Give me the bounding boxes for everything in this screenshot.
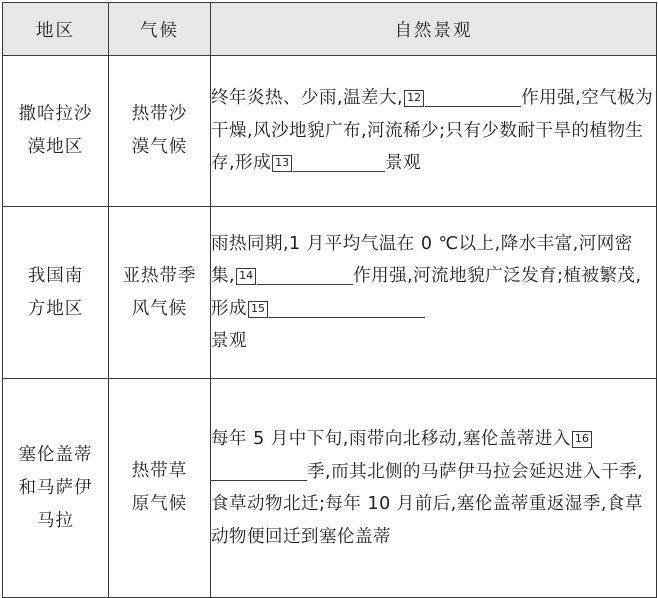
region-cell bbox=[3, 56, 109, 207]
climate-line: 热带沙 bbox=[131, 104, 188, 124]
landscape-cell bbox=[211, 207, 657, 379]
table-row bbox=[3, 379, 657, 598]
blank-number: 16 bbox=[572, 431, 592, 448]
blank-number: 13 bbox=[272, 155, 292, 172]
climate-line: 风气候 bbox=[131, 298, 188, 319]
answer-blank[interactable] bbox=[425, 86, 521, 107]
answer-blank[interactable] bbox=[211, 460, 307, 481]
blank-number: 15 bbox=[248, 301, 268, 318]
climate-line: 热带草 bbox=[131, 461, 188, 481]
region-line: 漠地区 bbox=[27, 137, 84, 157]
landscape-text: 作用强,河流地貌广泛发育;植被繁茂,形成 bbox=[211, 266, 642, 319]
table-row bbox=[3, 56, 657, 207]
landscape-cell bbox=[211, 379, 657, 598]
answer-blank[interactable] bbox=[257, 264, 353, 285]
landscape-text: 季,而其北侧的马萨伊马拉会延迟进入干季,食草动物北迁;每年 10 月前后,塞伦盖蒂重返湿季,食草动物便回迁到塞伦盖蒂 bbox=[211, 461, 644, 547]
landscape-text: 终年炎热、少雨,温差大, bbox=[211, 88, 404, 109]
header-row bbox=[3, 3, 657, 56]
region-line: 我国南 bbox=[27, 265, 84, 286]
region-line: 方地区 bbox=[27, 298, 84, 319]
header-landscape: 自然景观 bbox=[211, 3, 657, 56]
region-cell bbox=[3, 207, 109, 379]
region-line: 和马萨伊 bbox=[18, 477, 93, 498]
landscape-text: 景观 bbox=[385, 153, 422, 174]
climate-cell bbox=[109, 379, 211, 598]
climate-line: 亚热带季 bbox=[122, 265, 197, 286]
region-line: 马拉 bbox=[37, 510, 74, 531]
region-line: 撒哈拉沙 bbox=[18, 104, 93, 124]
landscape-text: 雨热同期,1 月平均气温在 0 ℃以上,降水丰富,河网密集, bbox=[211, 233, 633, 286]
landscape-cell bbox=[211, 56, 657, 207]
geography-table bbox=[2, 2, 657, 598]
climate-line: 漠气候 bbox=[131, 137, 188, 157]
region-cell bbox=[3, 379, 109, 598]
answer-blank[interactable] bbox=[293, 151, 385, 172]
climate-cell bbox=[109, 56, 211, 207]
landscape-text: 每年 5 月中下旬,雨带向北移动,塞伦盖蒂进入 bbox=[211, 429, 571, 449]
table-row bbox=[3, 207, 657, 379]
landscape-text: 景观 bbox=[211, 331, 247, 351]
header-climate: 气候 bbox=[109, 3, 211, 56]
blank-number: 14 bbox=[236, 268, 256, 285]
climate-line: 原气候 bbox=[131, 494, 188, 514]
landscape-text: 作用强,空气极为干燥,风沙地貌广布,河流稀少;只有少数耐干旱的植物生存,形成 bbox=[211, 88, 654, 174]
answer-blank[interactable] bbox=[269, 297, 425, 318]
header-region: 地区 bbox=[3, 3, 109, 56]
blank-number: 12 bbox=[404, 90, 424, 107]
region-line: 塞伦盖蒂 bbox=[18, 444, 93, 465]
climate-cell bbox=[109, 207, 211, 379]
